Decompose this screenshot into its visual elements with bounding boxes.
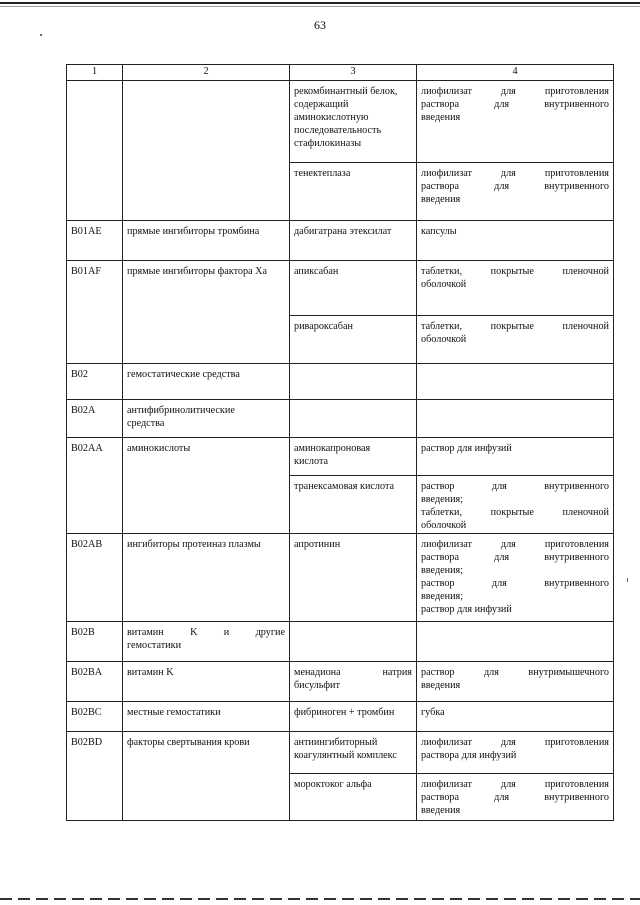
dosage-form-cell	[417, 534, 614, 622]
table-row	[67, 400, 614, 438]
dosage-form-cell	[417, 163, 614, 221]
text-line: бисульфит	[294, 680, 340, 691]
text-line: раствор для внутримышечного	[421, 667, 609, 678]
text-line: лиофилизат для приготовления	[421, 168, 609, 179]
atc-code: B02AA	[71, 443, 103, 454]
atc-code: B02	[71, 369, 88, 380]
dosage-form-cell	[417, 316, 614, 364]
text-line: менадиона натрия	[294, 667, 412, 678]
text-line: антиингибиторный	[294, 737, 378, 748]
scan-mark	[40, 34, 42, 36]
text-line: лиофилизат для приготовления	[421, 779, 609, 790]
table-row	[67, 732, 614, 774]
anatomical-group-cell	[123, 534, 290, 622]
text-line: таблетки, покрытые пленочной	[421, 321, 609, 332]
drug-name-cell	[290, 81, 417, 163]
atc-code-cell	[67, 438, 123, 534]
text-line: витамин K	[127, 667, 174, 678]
text-line: дабигатрана этексилат	[294, 226, 392, 237]
top-rule	[0, 2, 640, 4]
atc-code: B02BD	[71, 737, 103, 748]
atc-code-cell	[67, 364, 123, 400]
atc-code-cell	[67, 732, 123, 821]
atc-code: B01AF	[71, 266, 102, 277]
drug-name-cell	[290, 476, 417, 534]
text-line: кислота	[294, 456, 329, 467]
drug-name-cell	[290, 732, 417, 774]
text-line: местные гемостатики	[127, 707, 221, 718]
text-line: таблетки, покрытые пленочной	[421, 507, 609, 518]
atc-code: B02A	[71, 405, 96, 416]
text-line: прямые ингибиторы тромбина	[127, 226, 260, 237]
text-line: раствора для внутривенного	[421, 99, 609, 110]
text-line: гемостатики	[127, 640, 182, 651]
drug-name-cell	[290, 400, 417, 438]
table-body	[67, 81, 614, 821]
text-line: введения	[421, 112, 461, 123]
text-line: раствора для внутривенного	[421, 181, 609, 192]
dosage-form-cell	[417, 662, 614, 702]
table-row	[67, 438, 614, 476]
drug-name-cell	[290, 316, 417, 364]
column-header: 1	[67, 65, 123, 81]
text-line: оболочкой	[421, 334, 467, 345]
text-line: апиксабан	[294, 266, 339, 277]
text-line: стафилокиназы	[294, 138, 362, 149]
text-line: коагулянтный комплекс	[294, 750, 397, 761]
atc-code: B02BA	[71, 667, 103, 678]
text-line: содержащий	[294, 99, 349, 110]
anatomical-group-cell	[123, 662, 290, 702]
anatomical-group-cell	[123, 81, 290, 221]
text-line: введения	[421, 805, 461, 816]
anatomical-group-cell	[123, 622, 290, 662]
anatomical-group-cell	[123, 702, 290, 732]
header-row	[67, 65, 614, 81]
drug-name-cell	[290, 622, 417, 662]
scan-mark	[627, 578, 628, 582]
text-line: мороктоког альфа	[294, 779, 372, 790]
text-line: введения	[421, 680, 461, 691]
text-line: раствора для инфузий	[421, 750, 517, 761]
table-row	[67, 364, 614, 400]
text-line: рекомбинантный белок,	[294, 86, 398, 97]
text-line: лиофилизат для приготовления	[421, 539, 609, 550]
column-header: 3	[290, 65, 417, 81]
atc-code-cell	[67, 221, 123, 261]
top-rule-thin	[0, 6, 640, 7]
table-row	[67, 221, 614, 261]
dosage-form-cell	[417, 774, 614, 821]
text-line: фибриноген + тромбин	[294, 707, 395, 718]
text-line: средства	[127, 418, 165, 429]
text-line: антифибринолитические	[127, 405, 235, 416]
drug-name-cell	[290, 221, 417, 261]
text-line: раствор для внутривенного	[421, 481, 609, 492]
atc-code: B02BC	[71, 707, 102, 718]
text-line: аминокислотную	[294, 112, 369, 123]
text-line: прямые ингибиторы фактора Xa	[127, 266, 268, 277]
text-line: гемостатические средства	[127, 369, 240, 380]
dosage-form-cell	[417, 622, 614, 662]
text-line: аминокапроновая	[294, 443, 371, 454]
table-row	[67, 662, 614, 702]
text-line: тенектеплаза	[294, 168, 351, 179]
text-line: оболочкой	[421, 279, 467, 290]
dosage-form-cell	[417, 400, 614, 438]
text-line: витамин K и другие	[127, 627, 285, 638]
text-line: лиофилизат для приготовления	[421, 737, 609, 748]
dosage-form-cell	[417, 732, 614, 774]
text-line: капсулы	[421, 226, 457, 237]
text-line: раствора для внутривенного	[421, 792, 609, 803]
dosage-form-cell	[417, 364, 614, 400]
drug-table	[66, 64, 614, 821]
drug-name-cell	[290, 364, 417, 400]
column-header: 4	[417, 65, 614, 81]
anatomical-group-cell	[123, 732, 290, 821]
text-line: введения;	[421, 591, 464, 602]
dosage-form-cell	[417, 261, 614, 316]
text-line: ривароксабан	[294, 321, 353, 332]
text-line: апротинин	[294, 539, 341, 550]
text-line: введения;	[421, 565, 464, 576]
atc-code: B01AE	[71, 226, 102, 237]
atc-code-cell	[67, 400, 123, 438]
drug-name-cell	[290, 662, 417, 702]
text-line: раствор для инфузий	[421, 443, 512, 454]
text-line: введения	[421, 194, 461, 205]
atc-code: B02B	[71, 627, 95, 638]
drug-name-cell	[290, 261, 417, 316]
text-line: раствора для внутривенного	[421, 552, 609, 563]
dosage-form-cell	[417, 702, 614, 732]
dosage-form-cell	[417, 221, 614, 261]
dosage-form-cell	[417, 476, 614, 534]
text-line: факторы свертывания крови	[127, 737, 250, 748]
table-row	[67, 534, 614, 622]
anatomical-group-cell	[123, 261, 290, 364]
atc-code-cell	[67, 534, 123, 622]
text-line: аминокислоты	[127, 443, 191, 454]
text-line: введения;	[421, 494, 464, 505]
anatomical-group-cell	[123, 438, 290, 534]
atc-code-cell	[67, 261, 123, 364]
text-line: лиофилизат для приготовления	[421, 86, 609, 97]
anatomical-group-cell	[123, 400, 290, 438]
column-header: 2	[123, 65, 290, 81]
text-line: последовательность	[294, 125, 382, 136]
atc-code-cell	[67, 81, 123, 221]
atc-code-cell	[67, 662, 123, 702]
atc-code-cell	[67, 702, 123, 732]
dosage-form-cell	[417, 438, 614, 476]
anatomical-group-cell	[123, 364, 290, 400]
drug-name-cell	[290, 534, 417, 622]
text-line: оболочкой	[421, 520, 467, 531]
table-row	[67, 261, 614, 316]
atc-code: B02AB	[71, 539, 103, 550]
anatomical-group-cell	[123, 221, 290, 261]
drug-name-cell	[290, 163, 417, 221]
table-row	[67, 702, 614, 732]
drug-name-cell	[290, 702, 417, 732]
drug-name-cell	[290, 438, 417, 476]
atc-code-cell	[67, 622, 123, 662]
text-line: раствор для инфузий	[421, 604, 512, 615]
text-line: транексамовая кислота	[294, 481, 395, 492]
dosage-form-cell	[417, 81, 614, 163]
table-row	[67, 81, 614, 163]
text-line: губка	[421, 707, 445, 718]
text-line: ингибиторы протеиназ плазмы	[127, 539, 261, 550]
bottom-scan-edge	[0, 898, 640, 900]
text-line: таблетки, покрытые пленочной	[421, 266, 609, 277]
text-line: раствор для внутривенного	[421, 578, 609, 589]
page-number: 63	[314, 18, 326, 32]
table-row	[67, 622, 614, 662]
drug-name-cell	[290, 774, 417, 821]
